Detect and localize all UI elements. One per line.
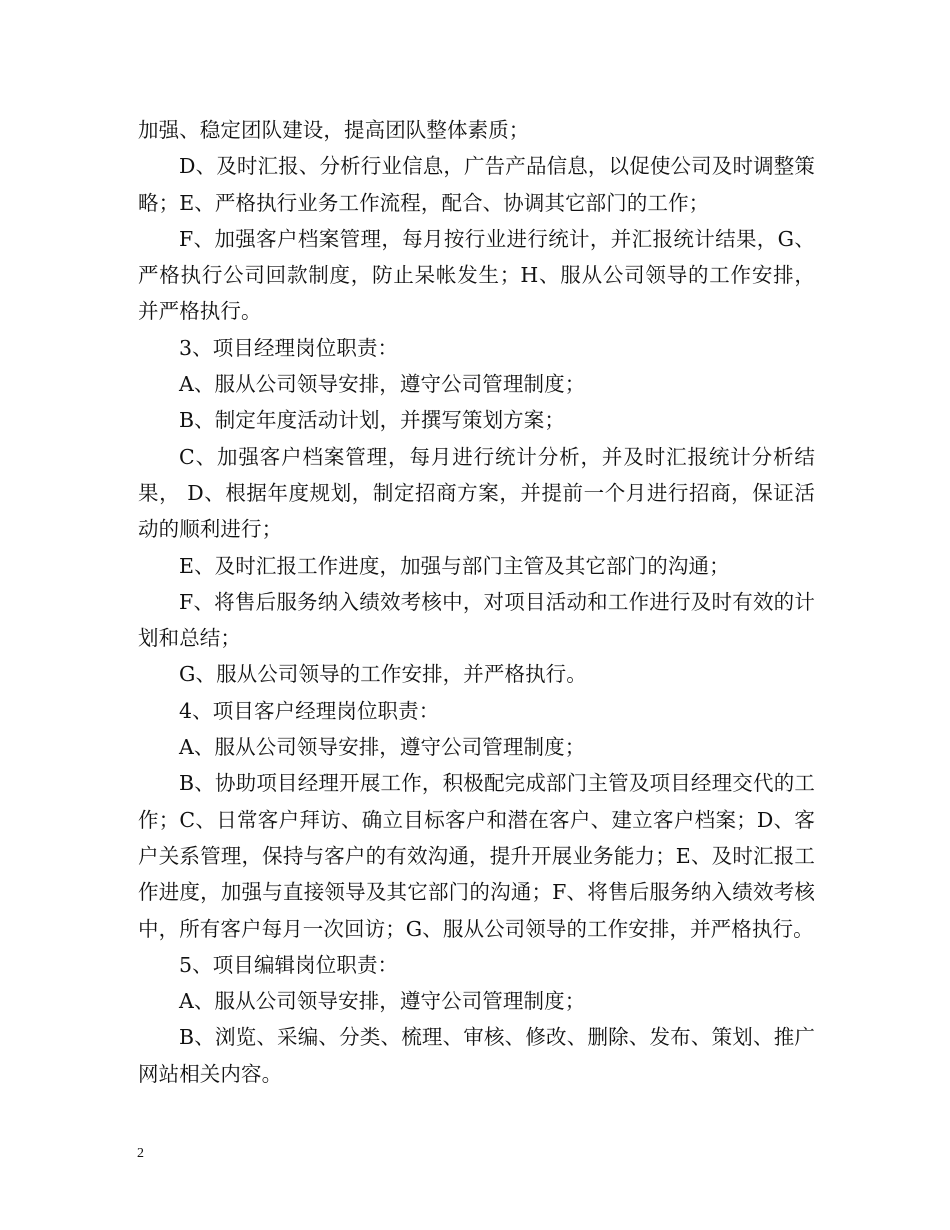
section-heading: 4、项目客户经理岗位职责： [179, 698, 440, 723]
paragraph: B、协助项目经理开展工作，积极配完成部门主管及项目经理交代的工作；C、日常客户拜访、确立目标客户和潜在客户、建立客户档案；D、客户关系管理，保持与客户的有效沟通，提升开展业务能力；E、及时汇报工作进度，加强与直接领导及其它部门的沟通；F、将售后服务纳入绩效考核中，所有客户每月一次回访；G、服从公司领导的工作安排，并严格执行。 [138, 771, 815, 941]
paragraph: A、服从公司领导安排，遵守公司管理制度； [179, 989, 586, 1014]
paragraph: C、加强客户档案管理，每月进行统计分析，并及时汇报统计分析结果， D、根据年度规划，制定招商方案，并提前一个月进行招商，保证活动的顺利进行； [138, 444, 815, 542]
section-heading: 5、项目编辑岗位职责： [179, 952, 399, 977]
paragraph: 加强、稳定团队建设，提高团队整体素质； [138, 118, 530, 142]
paragraph: E、及时汇报工作进度，加强与部门主管及其它部门的沟通； [179, 553, 730, 578]
document-body [138, 112, 815, 1092]
paragraph: B、浏览、采编、分类、梳理、审核、修改、删除、发布、策划、推广网站相关内容。 [138, 1025, 815, 1086]
paragraph: D、及时汇报、分析行业信息，广告产品信息，以促使公司及时调整策略；E、严格执行业务工作流程，配合、协调其它部门的工作； [138, 154, 815, 215]
page-number: 2 [137, 1146, 144, 1161]
paragraph: A、服从公司领导安排，遵守公司管理制度； [179, 372, 586, 397]
paragraph: F、加强客户档案管理，每月按行业进行统计，并汇报统计结果，G、严格执行公司回款制度，防止呆帐发生；H、服从公司领导的工作安排，并严格执行。 [138, 226, 815, 324]
paragraph: B、制定年度活动计划，并撰写策划方案； [179, 408, 565, 433]
paragraph: G、服从公司领导的工作安排，并严格执行。 [179, 662, 587, 687]
paragraph: F、将售后服务纳入绩效考核中，对项目活动和工作进行及时有效的计划和总结； [138, 589, 815, 651]
section-heading: 3、项目经理岗位职责： [179, 335, 399, 360]
paragraph: A、服从公司领导安排，遵守公司管理制度； [179, 735, 586, 760]
